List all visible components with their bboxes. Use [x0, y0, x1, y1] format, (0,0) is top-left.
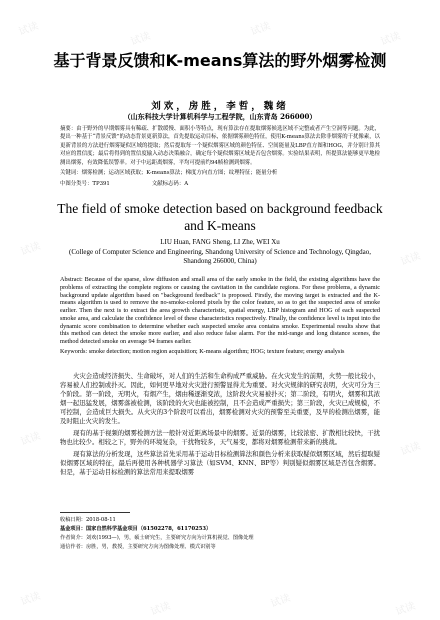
watermark: 试读	[379, 30, 402, 48]
body-text	[60, 372, 380, 480]
watermark: 试读	[17, 20, 40, 38]
english-affiliation: (College of Computer Science and Engineering, Shandong University of Science and Technology, Qingdao, Shandong 266000, China)	[69, 248, 371, 265]
english-keywords: Keywords: smoke detection; motion region acquisition; K-means algorithm; HOG; texture feature; energy analysis	[60, 348, 345, 355]
watermark: 试读	[129, 30, 152, 48]
watermark: 试读	[19, 430, 42, 448]
english-title: The field of smoke detection based on background feedback and K-means	[57, 201, 383, 233]
fund-project: 基金项目：国家自然科学基金项目（61502278，61170253）	[60, 526, 212, 532]
body-paragraph: 现有的基于视频的烟雾检测方法一般针对近距离场景中的烟雾。近景的烟雾，比较浓密、扩散相比较快，干扰物也比较少。相较之下，野外的环境复杂，干扰物较多，天气易变，都将对烟雾检测带来新的挑战。	[60, 429, 380, 446]
author-bio: 作者简介：刘欢(1993—)，男，硕士研究生，主要研究方向为计算机视觉、图像处理	[60, 535, 254, 541]
chinese-title: 基于背景反馈和K-means算法的野外烟雾检测	[53, 51, 387, 70]
body-paragraph: 现有算法的分析发现，这些算法首先采用基于运动目标检测算法和颜色分析来获取疑似烟雾区域，然后提取疑似烟雾区域的特征，最后再使用各种机器学习算法（如SVM、KNN、BP等）判别疑似烟雾区域是否包含烟雾。但是，基于运动目标检测的算法常用来提取烟雾	[60, 450, 380, 476]
classification-line	[60, 180, 380, 188]
received-date: 收稿日期：2018-08-11	[60, 517, 116, 523]
watermark: 试读	[249, 20, 272, 38]
watermark: 试读	[399, 250, 422, 268]
chinese-abstract: 摘要：由于野外的早期烟雾具有稀疏、扩散缓慢、面积小等特点，现有算法存在提取烟雾候选区域不完整或者产生空洞等问题。为此，提出一种基于“背景反馈”的动态背景更新算法，首先提取运动目标，依据烟雾颜色特征，使用K-means算法去除非烟雾的干扰像素，以更新背景的方法进行烟雾疑似区域的提取；然后提取每一个疑似烟雾区域的颜色特征、空间能量及LBP直方图和HOG，并分别计算其对应的置信度；最后将得到的置信度输入动态决策融合，确定每个疑似烟雾区域是否包含烟雾。实验结果表明，所提算法能够更早地检测出烟雾，有效降低误警率。对于中远距离烟雾，平均可提前约94帧检测到烟雾。	[60, 126, 380, 166]
document-code: 文献标志码：A	[151, 181, 189, 187]
classification-number: 中图分类号：TP391	[60, 181, 110, 187]
corresponding-author: 通信作者：房胜，男，教授，主要研究方向为图像处理、模式识别等	[60, 544, 216, 550]
chinese-authors: 刘欢，房胜，李哲，魏绪	[151, 101, 289, 112]
footnote-divider	[60, 512, 130, 513]
footnotes	[60, 516, 380, 552]
watermark: 试读	[399, 440, 422, 458]
body-paragraph: 火灾会造成经济损失、生命破坏，对人们的生活和生命构成严重威胁。在火灾发生的前期，火势一般比较小，容易被人们控制或扑灭。因此，如何更早地对火灾进行预警显得尤为重要。对火灾规律的研究表明，火灾可分为三个阶段。第一阶段，无明火，有烟产生，烟由稀逐渐变浓，这阶段火灾易被扑灭；第二阶段，有明火，烟雾和其浓烟一起迅猛发展，烟雾落被检测，该阶段的火灾也能被控制，且不会造成严重损失；第三阶段，火灾已成规模，不可控制，会造成巨大损失。从火灾的3个阶段可以看出，烟雾检测对火灾的预警至关重要，及早的检测出烟雾，能及时阻止火灾的发生。	[60, 372, 380, 425]
watermark: 试读	[19, 590, 42, 608]
watermark: 试读	[394, 600, 417, 618]
english-abstract: Abstract: Because of the sparse, slow diffusion and small area of the early smoke in the field, the existing algorithms have the problems of extracting the complete regions or causing the cavitation in the candidate regions. For these problems, a dynamic background update algorithm based on "background feedback" is proposed. Firstly, the moving target is extracted and the K-means algorithm is used to remove the no-smoke-colored pixels by the color feature, so as to get the suspected area of smoke earlier. Then the next is to extract the area growth characteristic, spatial energy, LBP histogram and HOG of each suspected smoke area, and calculate the confidence level of these characteristics respectively. Finally, the confidence level is input into the dynamic score combination to determine whether each suspected smoke area contains smoke. Experimental results show that this method can detect the smoke more earlier, and also reduce false alarm. For the mid-range and long distance scenes, the method detected smoke on average 94 frames earlier.	[60, 276, 380, 345]
watermark: 试读	[19, 240, 42, 258]
chinese-keywords: 关键词：烟雾检测；运动区域获取；K-means算法；梯度方向直方图；纹理特征；能量分析	[60, 170, 278, 176]
english-authors: LIU Huan, FANG Sheng, LI Zhe, WEI Xu	[160, 238, 280, 246]
watermark: 试读	[149, 600, 172, 618]
chinese-affiliation: （山东科技大学计算机科学与工程学院，山东青岛 266000）	[123, 112, 317, 121]
watermark: 试读	[269, 592, 292, 610]
